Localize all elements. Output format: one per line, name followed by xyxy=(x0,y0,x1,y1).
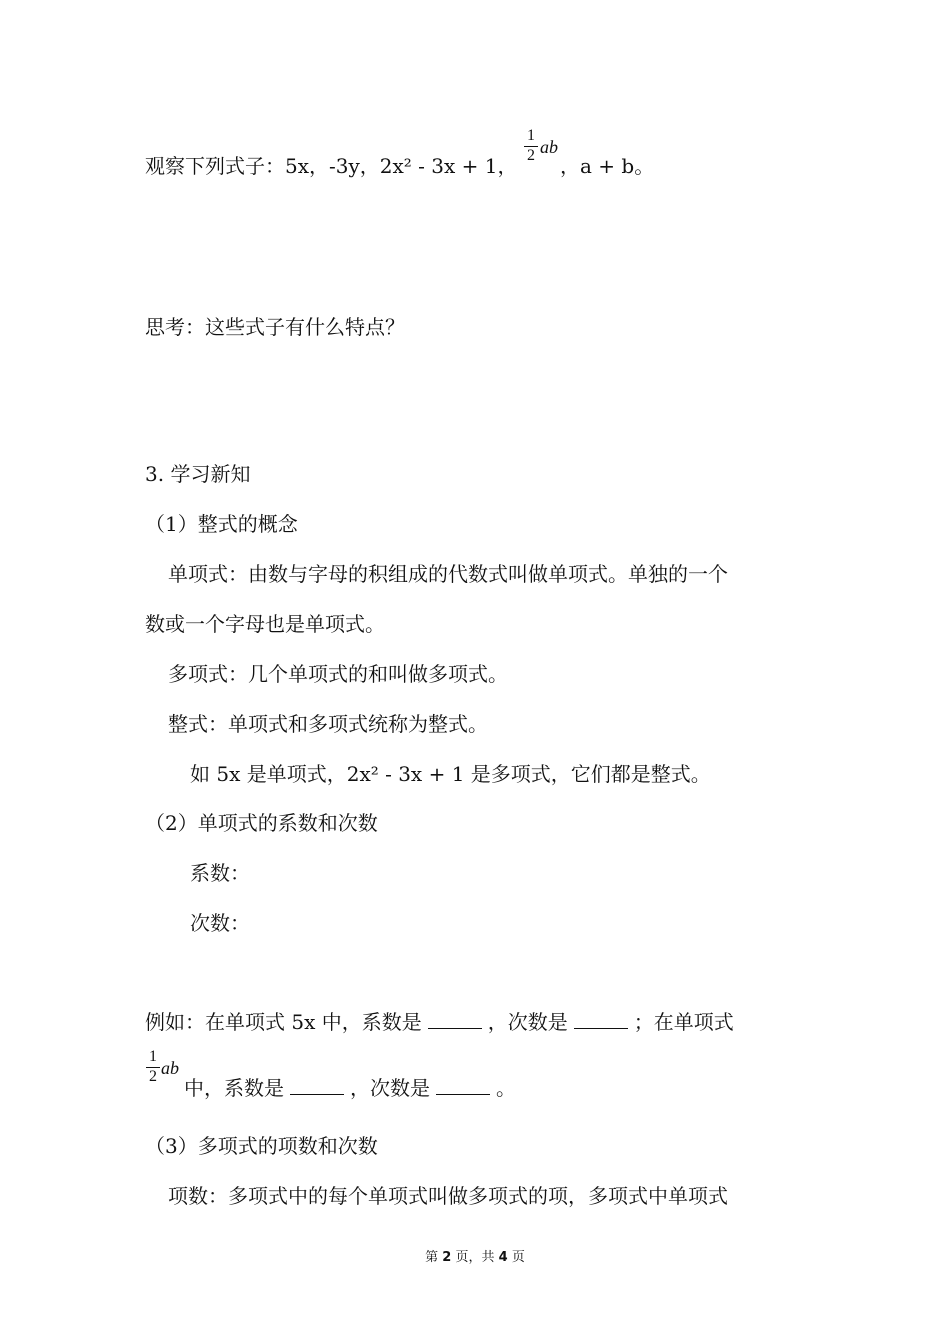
fraction-denominator: 2 xyxy=(527,147,535,164)
monomial-definition-line1: 单项式：由数与字母的积组成的代数式叫做单项式。单独的一个 xyxy=(168,562,728,586)
footer-page-number: 2 xyxy=(442,1250,452,1265)
coefficient-label: 系数： xyxy=(190,861,250,885)
blank-degree-1[interactable] xyxy=(574,1010,628,1029)
observe-suffix: ，a + b。 xyxy=(560,154,655,178)
fraction-numerator: 1 xyxy=(527,127,535,144)
example2-text-f: 。 xyxy=(496,1076,516,1100)
example-line: 如 5x 是单项式，2x² - 3x + 1 是多项式，它们都是整式。 xyxy=(190,762,711,786)
example2-text-c: ；在单项式 xyxy=(633,1010,734,1034)
subsection-1-title: （1）整式的概念 xyxy=(145,512,298,536)
fraction-half xyxy=(524,128,538,164)
example2-text-b: ，次数是 xyxy=(487,1010,568,1034)
observe-prefix: 观察下列式子：5x，-3y，2x² - 3x + 1， xyxy=(145,154,518,178)
example2-fraction-numerator: 1 xyxy=(149,1048,157,1065)
blank-coefficient-1[interactable] xyxy=(428,1010,482,1029)
polynomial-definition: 多项式：几个单项式的和叫做多项式。 xyxy=(168,662,508,686)
footer-pre: 第 xyxy=(425,1250,439,1265)
example2-line1 xyxy=(145,1010,734,1034)
terms-definition: 项数：多项式中的每个单项式叫做多项式的项，多项式中单项式 xyxy=(168,1184,728,1208)
example2-text-d: 中，系数是 xyxy=(184,1076,284,1100)
footer-post: 页 xyxy=(511,1250,525,1265)
degree-label: 次数： xyxy=(190,911,250,935)
page-footer xyxy=(0,1246,950,1265)
blank-coefficient-2[interactable] xyxy=(290,1076,344,1095)
footer-total-pages: 4 xyxy=(498,1250,508,1265)
fraction-variable: ab xyxy=(540,137,558,157)
example2-fraction-variable: ab xyxy=(161,1058,179,1078)
think-line: 思考：这些式子有什么特点？ xyxy=(145,315,405,339)
subsection-2-title: （2）单项式的系数和次数 xyxy=(145,811,378,835)
footer-mid: 页，共 xyxy=(455,1250,495,1265)
integral-expression-definition: 整式：单项式和多项式统称为整式。 xyxy=(168,712,488,736)
example2-text-a: 例如：在单项式 5x 中，系数是 xyxy=(145,1010,422,1034)
monomial-definition-line2: 数或一个字母也是单项式。 xyxy=(145,612,385,636)
observe-line xyxy=(145,154,517,178)
blank-degree-2[interactable] xyxy=(436,1076,490,1095)
example2-line2 xyxy=(184,1076,516,1100)
example2-text-e: ，次数是 xyxy=(350,1076,430,1100)
example2-fraction-denominator: 2 xyxy=(149,1068,157,1085)
example2-fraction xyxy=(146,1049,160,1085)
section-heading: 3. 学习新知 xyxy=(145,462,251,486)
subsection-3-title: （3）多项式的项数和次数 xyxy=(145,1134,378,1158)
